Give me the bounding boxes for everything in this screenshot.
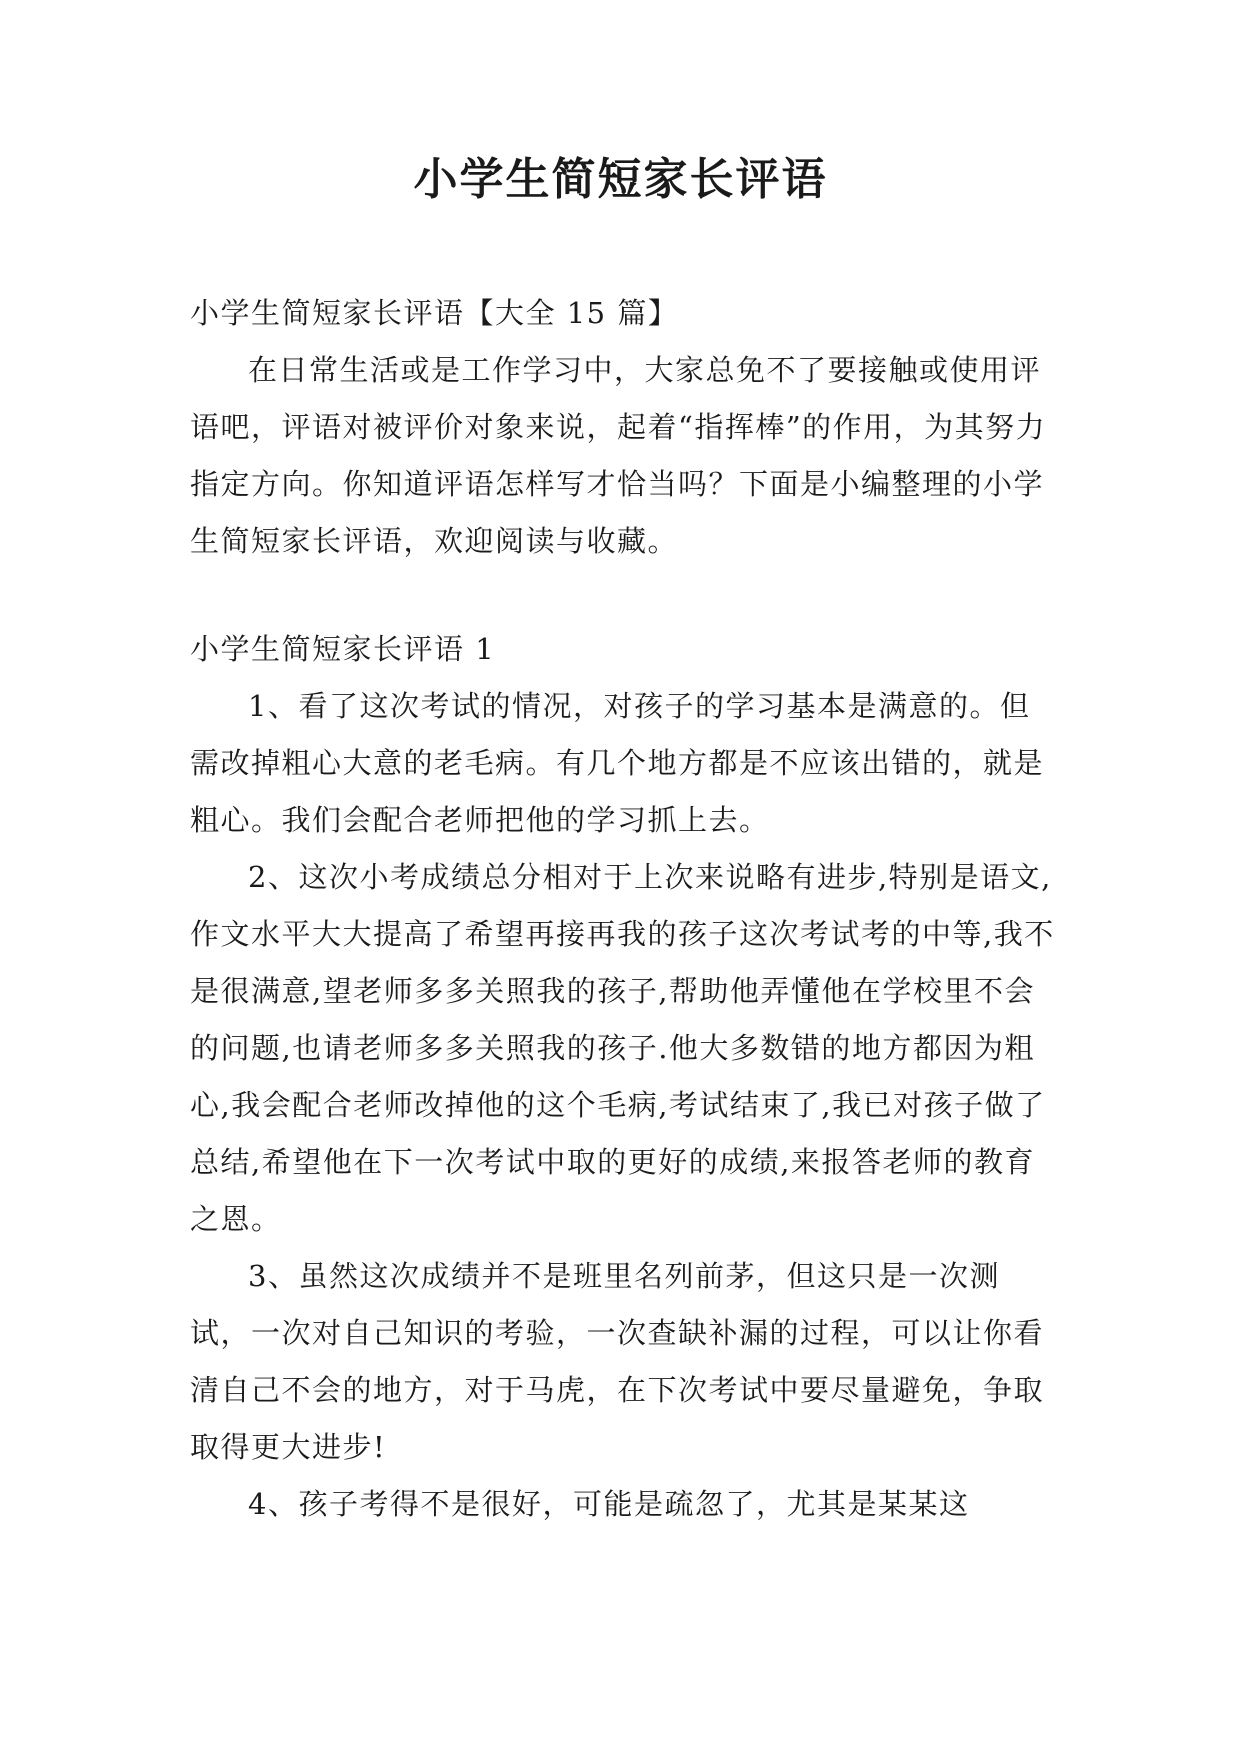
comment-item-2: 2、这次小考成绩总分相对于上次来说略有进步,特别是语文,作文水平大大提高了希望再接再我的孩子这次考试考的中等,我不是很满意,望老师多多关照我的孩子,帮助他弄懂他在学校里不会的问题,也请老师多多关照我的孩子.他大多数错的地方都因为粗心,我会配合老师改掉他的这个毛病,考试结束了,我已对孩子做了总结,希望他在下一次考试中取的更好的成绩,来报答老师的教育之恩。 (190, 860, 1055, 1236)
comment-item-3: 3、虽然这次成绩并不是班里名列前茅，但这只是一次测试，一次对自己知识的考验，一次查缺补漏的过程，可以让你看清自己不会的地方，对于马虎，在下次考试中要尽量避免，争取取得更大进步! (190, 1259, 1045, 1464)
paragraph-gap (190, 570, 1060, 621)
section-heading: 小学生简短家长评语 1 (190, 632, 496, 666)
intro-paragraph: 在日常生活或是工作学习中，大家总免不了要接触或使用评语吧，评语对被评价对象来说，起着“指挥棒”的作用，为其努力指定方向。你知道评语怎样写才恰当吗？下面是小编整理的小学生简短家长评语，欢迎阅读与收藏。 (190, 353, 1047, 558)
comment-item-1: 1、看了这次考试的情况，对孩子的学习基本是满意的。但需改掉粗心大意的老毛病。有几个地方都是不应该出错的，就是粗心。我们会配合老师把他的学习抓上去。 (190, 689, 1045, 837)
document-subtitle: 小学生简短家长评语【大全 15 篇】 (190, 296, 679, 330)
comment-item-4: 4、孩子考得不是很好，可能是疏忽了，尤其是某某这 (248, 1487, 970, 1521)
document-body (190, 285, 1060, 1533)
document-title: 小学生简短家长评语 (413, 154, 828, 205)
